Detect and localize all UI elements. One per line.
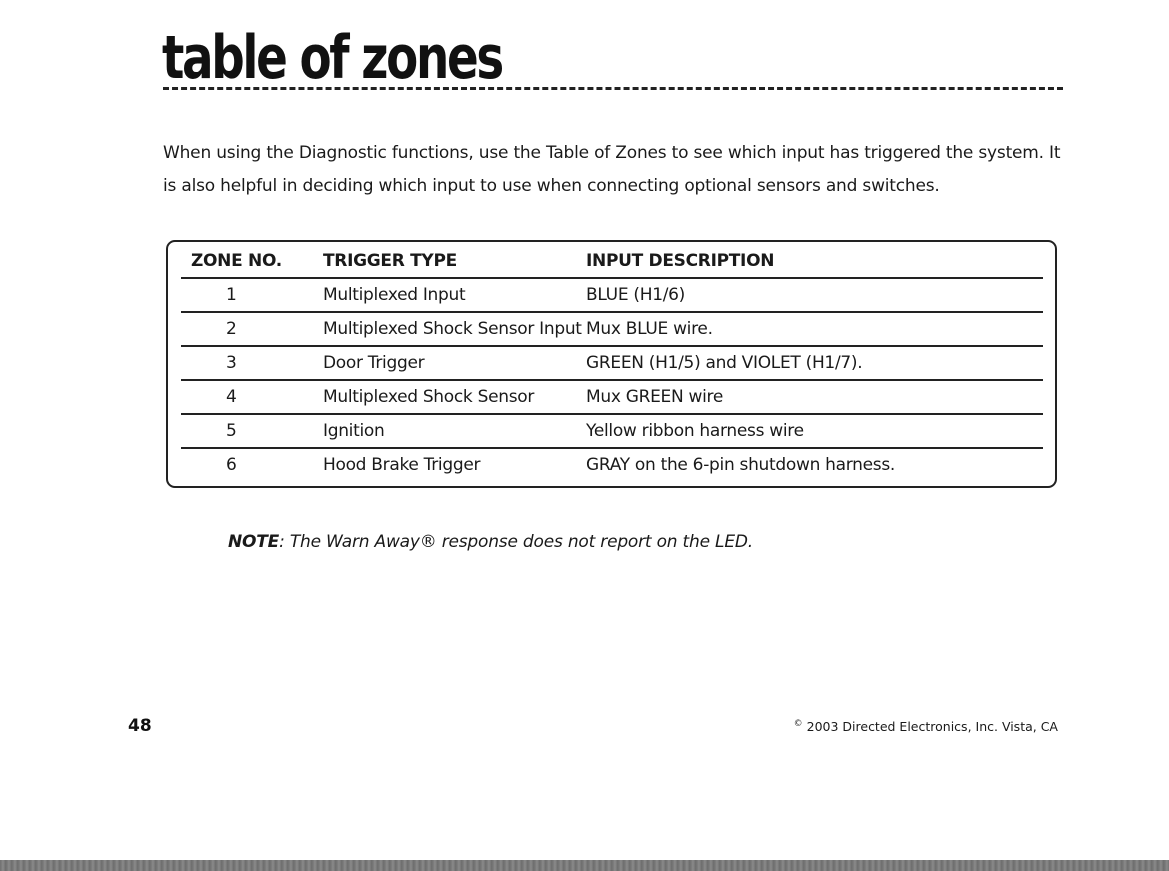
note (228, 532, 753, 552)
header-input-description: INPUT DESCRIPTION (586, 245, 1043, 278)
page-number: 48 (128, 716, 152, 736)
input-description: Yellow ribbon harness wire (586, 414, 1043, 448)
copyright-symbol: © (793, 719, 803, 729)
trigger-type: Door Trigger (323, 346, 586, 380)
zone-number: 4 (181, 380, 323, 414)
copyright-text: 2003 Directed Electronics, Inc. Vista, CA (806, 719, 1058, 734)
table-row (181, 380, 1043, 414)
zone-number: 1 (181, 278, 323, 312)
trigger-type: Multiplexed Input (323, 278, 586, 312)
zones-table (181, 245, 1043, 481)
header-trigger-type: TRIGGER TYPE (323, 245, 586, 278)
scan-bottom-edge (0, 860, 1169, 871)
zone-number: 3 (181, 346, 323, 380)
copyright-notice (794, 719, 1058, 734)
header-zone-no: ZONE NO. (181, 245, 323, 278)
intro-paragraph: When using the Diagnostic functions, use the Table of Zones to see which input has triggered the system. It is also helpful in deciding which input to use when connecting optional sensors and switches. (163, 143, 1061, 196)
input-description: BLUE (H1/6) (586, 278, 1043, 312)
input-description: GRAY on the 6-pin shutdown harness. (586, 455, 895, 475)
page-title: table of zones (162, 23, 502, 93)
title-dashed-rule (163, 87, 1063, 90)
table-header-row (181, 245, 1043, 278)
trigger-type: Hood Brake Trigger (323, 455, 481, 475)
input-description: Mux GREEN wire (586, 380, 1043, 414)
note-text: : The Warn Away® response does not report on the LED. (279, 532, 753, 552)
input-description: GREEN (H1/5) and VIOLET (H1/7). (586, 346, 1043, 380)
trigger-type: Ignition (323, 414, 586, 448)
trigger-type: Multiplexed Shock Sensor (323, 380, 586, 414)
table-row (181, 346, 1043, 380)
zone-number: 6 (226, 455, 237, 475)
input-description: Mux BLUE wire. (586, 312, 1043, 346)
zone-number: 5 (181, 414, 323, 448)
table-row (181, 278, 1043, 312)
note-label: NOTE (228, 532, 280, 552)
table-row (181, 448, 1043, 481)
table-row (181, 312, 1043, 346)
table-row (181, 414, 1043, 448)
zone-number: 2 (181, 312, 323, 346)
trigger-type: Multiplexed Shock Sensor Input (323, 312, 586, 346)
